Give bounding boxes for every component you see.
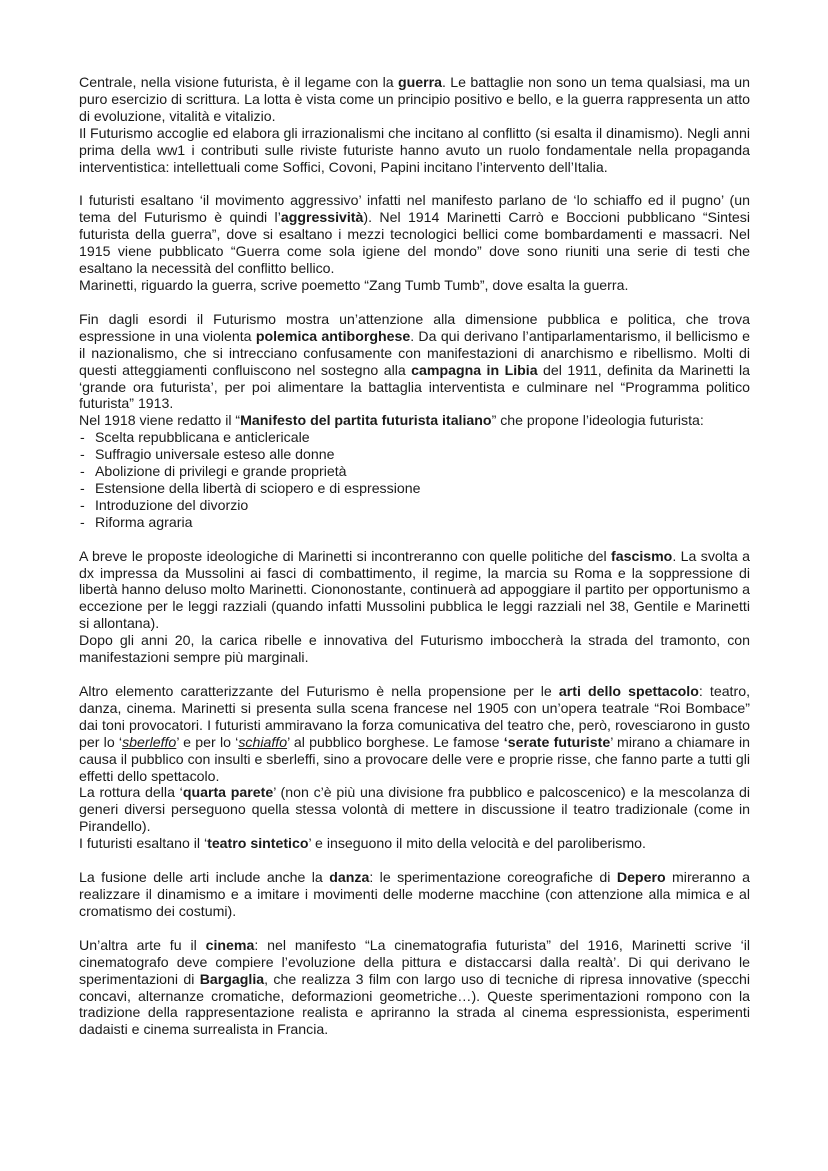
paragraph-tramonto: Dopo gli anni 20, la carica ribelle e innovativa del Futurismo imboccherà la strada del tramonto, con manifestazioni sempre più marginali.: [79, 632, 750, 666]
list-item: - Abolizione di privilegi e grande proprietà: [79, 463, 750, 480]
paragraph-spettacolo: Altro elemento caratterizzante del Futurismo è nella propensione per le arti dello spettacolo: teatro, danza, cinema. Marinetti si presenta sulla scena francese nel 1905 con un’opera teatrale “Roi Bombace” dai toni provocatori. I futuristi ammiravano la forza comunicativa del teatro che, però, rovesciarono in gusto per lo ‘sberleffo’ e per lo ‘schiaffo’ al pubblico borghese. Le famose ‘serate futuriste’ mirano a chiamare in causa il pubblico con insulti e sberleffi, sino a provocare delle vere e proprie risse, che fanno parte a tutti gli effetti dello spettacolo.: [79, 683, 750, 784]
list-item: - Introduzione del divorzio: [79, 497, 750, 514]
paragraph-danza: La fusione delle arti include anche la danza: le sperimentazione coreografiche di Depero mireranno a realizzare il dinamismo e a imitare i movimenti delle moderne macchine (con attenzione alla mimica e al cromatismo dei costumi).: [79, 869, 750, 919]
paragraph-irrazionalismi: Il Futurismo accoglie ed elabora gli irrazionalismi che incitano al conflitto (si esalta il dinamismo). Negli anni prima della ww1 i contributi sulle riviste futuriste hanno avuto un ruolo fondamentale nella propaganda interventistica: intellettuali come Soffici, Covoni, Papini incitano l’intervento dell’Italia.: [79, 124, 750, 175]
paragraph-guerra: Centrale, nella visione futurista, è il legame con la guerra. Le battaglie non sono un tema qualsiasi, ma un puro esercizio di scrittura. La lotta è vista come un principio positivo e bello, e la guerra rappresenta un atto di evoluzione, vitalità e vitalizio.: [79, 74, 750, 124]
ideology-list: [79, 429, 750, 530]
list-item: - Scelta repubblicana e anticlericale: [79, 429, 750, 446]
paragraph-zang-tumb-tumb: Marinetti, riguardo la guerra, scrive poemetto “Zang Tumb Tumb”, dove esalta la guerra.: [79, 276, 629, 293]
list-item: - Suffragio universale esteso alle donne: [79, 446, 750, 463]
paragraph-fascismo: A breve le proposte ideologiche di Marinetti si incontreranno con quelle politiche del fascismo. La svolta a dx impressa da Mussolini ai fasci di combattimento, il regime, la marcia su Roma e la soppressione di libertà hanno deluso molto Marinetti. Ciononostante, continuerà ad appoggiare il partito per opportunismo a eccezione per le leggi razziali (quando infatti Mussolini pubblica le leggi razziali nel 38, Gentile e Marinetti si allontana).: [79, 547, 750, 632]
list-item: - Estensione della libertà di sciopero e di espressione: [79, 480, 750, 497]
list-item: - Riforma agraria: [79, 514, 750, 531]
document-page: [79, 74, 750, 1038]
paragraph-cinema: Un’altra arte fu il cinema: nel manifesto “La cinematografia futurista” del 1916, Marinetti scrive ‘il cinematografo deve compiere l’evoluzione della pittura e distaccarsi dalla realtà’. Di qui derivano le sperimentazioni di Bargaglia, che realizza 3 film con largo uso di tecniche di ripresa innovative (specchi concavi, alternanze cromatiche, deformazioni geometriche…). Queste sperimentazioni rompono con la tradizione della rappresentazione realista e apriranno la strada al cinema espressionista, esperimenti dadaisti e cinema surrealista in Francia.: [79, 936, 750, 1038]
paragraph-aggressivita: I futuristi esaltano ‘il movimento aggressivo’ infatti nel manifesto parlano de ‘lo schiaffo ed il pugno’ (un tema del Futurismo è quindi l’aggressività). Nel 1914 Marinetti Carrò e Boccioni pubblicano “Sintesi futurista della guerra”, dove si esaltano i mezzi tecnologici bellici come bombardamenti e massacri. Nel 1915 viene pubblicato “Guerra come sola igiene del mondo” dove sono riuniti una serie di testi che esaltano la necessità del conflitto bellico.: [79, 192, 750, 277]
paragraph-politica: Fin dagli esordi il Futurismo mostra un’attenzione alla dimensione pubblica e politica, che trova espressione in una violenta polemica antiborghese. Da qui derivano l’antiparlamentarismo, il bellicismo e il nazionalismo, che si intrecciano confusamente con manifestazioni di anarchismo e ribellismo. Molti di questi atteggiamenti confluiscono nel sostegno alla campagna in Libia del 1911, definita da Marinetti la ‘grande ora futurista’, per poi alimentare la battaglia interventista e culminare nel “Programma politico futurista” 1913.: [79, 310, 750, 412]
paragraph-quarta-parete: La rottura della ‘quarta parete’ (non c’è più una divisione fra pubblico e palcoscenico) e la mescolanza di generi diversi perseguono quella stessa volontà di mettere in discussione il teatro tradizionale (come in Pirandello).: [79, 784, 750, 835]
paragraph-manifesto-partito: Nel 1918 viene redatto il “Manifesto del partita futurista italiano” che propone l’ideologia futurista:: [79, 412, 704, 429]
paragraph-teatro-sintetico: I futuristi esaltano il ‘teatro sintetico’ e inseguono il mito della velocità e del paroliberismo.: [79, 835, 646, 852]
